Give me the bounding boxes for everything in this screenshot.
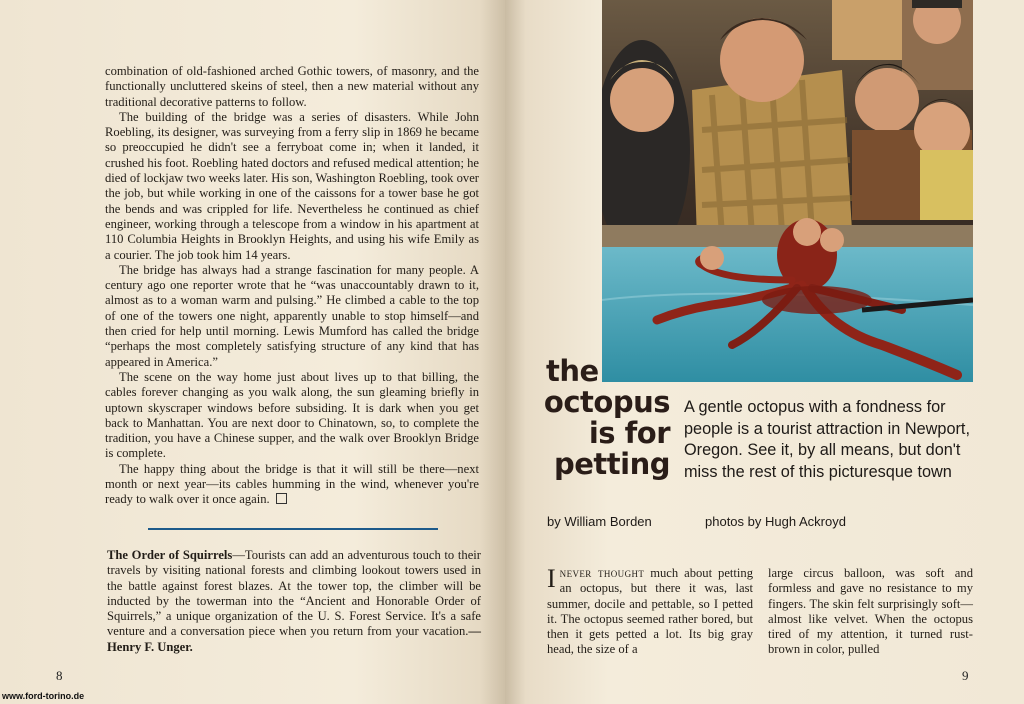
article-deck: A gentle octopus with a fondness for people is a tourist attraction in Newport, Oregon. See it, by all means, but don't miss the rest of this picturesque town	[684, 398, 970, 481]
photo-illustration	[602, 0, 973, 382]
title-line: the	[546, 354, 599, 388]
column-text: large circus balloon, was soft and formless and gave no resistance to my fingers. The skin felt surprisingly soft—almost like velvet. When the octopus tired of my attention, it turned rust-brown in color, pulled	[768, 566, 973, 657]
page-number-right: 9	[962, 668, 969, 683]
left-page	[0, 0, 505, 704]
column-text: much about petting an octopus, but there it was, last summer, docile and pettable, so I petted it. The octopus seemed rather bored, but then it gets petted a lot. Its big gray head, the size of a	[547, 566, 753, 657]
paragraph-final	[105, 462, 479, 508]
section-divider	[148, 528, 438, 530]
page-number-left: 8	[56, 668, 63, 683]
paragraph-text: The happy thing about the bridge is that it will still be there—next month or next year—its cables humming in the wind, whenever you're ready to walk over it once again.	[105, 461, 479, 507]
byline: by William Borden	[547, 514, 652, 529]
octopus-photo	[602, 0, 973, 382]
watermark: www.ford-torino.de	[2, 691, 85, 701]
squirrels-paragraph	[107, 548, 481, 655]
opening-smallcaps: never thought	[559, 566, 645, 580]
article-title	[520, 356, 670, 480]
squirrels-byline: —Henry F. Unger.	[107, 624, 481, 654]
title-line: petting	[554, 447, 670, 481]
squirrels-item	[107, 548, 481, 655]
paragraph: The building of the bridge was a series of disasters. While John Roebling, its designer, was surveying from a ferry slip in 1869 he became so preoccupied he didn't see a ferryboat come in; when it landed, it crushed his foot. Roebling hated doctors and refused medical attention; he died of lockjaw two weeks later. His son, Washington Roebling, took over the job, but while working in one of the caissons for a tower base he got the bends and was crippled for life. Nevertheless he continued as chief engineer, working through a telescope from a window in his apartment at 110 Columbia Heights in Brooklyn Heights, and using his wife Emily as a courier. The job took him 14 years.	[105, 109, 479, 262]
article-column-1	[547, 566, 753, 658]
squirrels-body: —Tourists can add an adventurous touch to their travels by visiting national forests and climbing lookout towers used in the battle against forest blazes. At the tower top, the climber will be inducted by the towerman into the “Ancient and Honorable Order of Squirrels,” a unique organization of the U. S. Forest Service. It's a safe venture and a conversation piece when you return from your vacation.	[107, 548, 481, 639]
article-column-2	[768, 566, 973, 658]
paragraph: The bridge has always had a strange fascination for many people. A century ago one reporter wrote that he “was unaccountably drawn to it, almost as to a woman warm and pulsing.” He climbed a cable to the top of one of the towers one night, apparently unable to stop himself—and then cried for help until morning. Lewis Mumford has called the bridge “perhaps the most completely satisfying structure of any kind that has appeared in America.”	[105, 262, 479, 369]
drop-cap: I	[547, 564, 556, 593]
title-line: is for	[588, 416, 670, 450]
article-continuation	[105, 64, 479, 508]
paragraph: The scene on the way home just about lives up to that billing, the cables forever changing as you walk along, the sun gleaming briefly in uptown skyscraper windows before subsiding. It is dark when you get back to Manhattan. You are next door to Chinatown, so, to complete the tradition, you have a Chinese supper, and the walk over Brooklyn Bridge is complete.	[105, 369, 479, 461]
photo-credit: photos by Hugh Ackroyd	[705, 514, 846, 529]
paragraph: combination of old-fashioned arched Gothic towers, of masonry, and the functionally uncluttered skeins of steel, then a new material without any traditional decorative patterns to follow.	[105, 64, 479, 109]
opening-paragraph	[547, 566, 753, 658]
squirrels-heading: The Order of Squirrels	[107, 548, 233, 562]
end-mark-icon	[276, 493, 287, 504]
title-line: octopus	[543, 385, 670, 419]
